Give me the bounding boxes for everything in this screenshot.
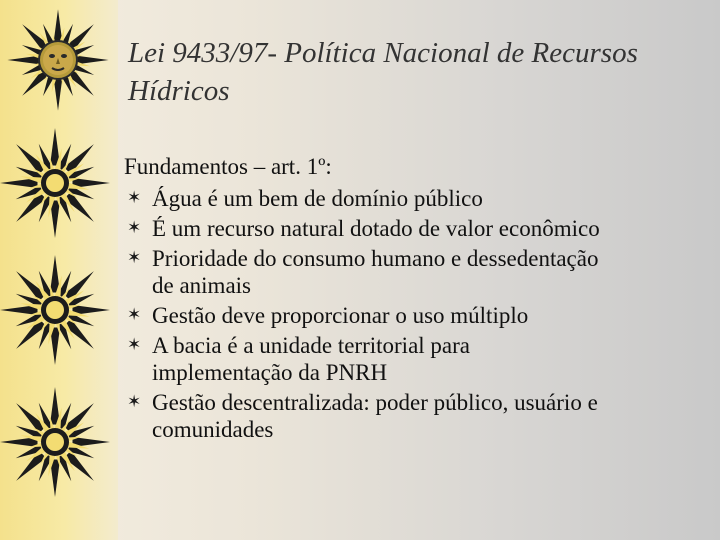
- bullet-text-continuation: implementação da PNRH: [152, 360, 388, 385]
- bullet-text: Gestão descentralizada: poder público, usuário e: [152, 390, 598, 415]
- bullet-item: [124, 215, 716, 242]
- bullet-text: A bacia é a unidade territorial para: [152, 333, 471, 358]
- bullet-text-continuation: de animais: [152, 273, 251, 298]
- star-bullet-icon: ✶: [127, 305, 142, 325]
- star-bullet-icon: ✶: [127, 218, 142, 238]
- sun-icon: [0, 128, 110, 238]
- sun-face-icon: [7, 9, 108, 110]
- bullet-text-continuation: comunidades: [152, 417, 274, 442]
- bullet-item: [124, 389, 716, 443]
- bullet-text: Gestão deve proporcionar o uso múltiplo: [152, 303, 529, 328]
- bullet-text: Água é um bem de domínio público: [152, 186, 483, 211]
- slide-body: [124, 152, 716, 443]
- slide-title: [128, 34, 713, 110]
- sun-decorations: [0, 0, 118, 540]
- star-bullet-icon: ✶: [127, 335, 142, 355]
- bullet-item: [124, 332, 716, 386]
- slide-title-line: Lei 9433/97- Política Nacional de Recursos: [128, 37, 638, 69]
- bullet-item: [124, 245, 716, 299]
- bullet-text: É um recurso natural dotado de valor econômico: [152, 216, 600, 241]
- bullet-item: [124, 185, 716, 212]
- sun-icon: [0, 255, 110, 365]
- sun-icon: [0, 387, 110, 497]
- star-bullet-icon: ✶: [127, 188, 142, 208]
- bullet-item: [124, 302, 716, 329]
- section-heading: Fundamentos – art. 1º:: [124, 154, 332, 179]
- bullet-text: Prioridade do consumo humano e dessedentação: [152, 246, 599, 271]
- star-bullet-icon: ✶: [127, 392, 142, 412]
- star-bullet-icon: ✶: [127, 248, 142, 268]
- slide-title-line: Hídricos: [128, 75, 230, 107]
